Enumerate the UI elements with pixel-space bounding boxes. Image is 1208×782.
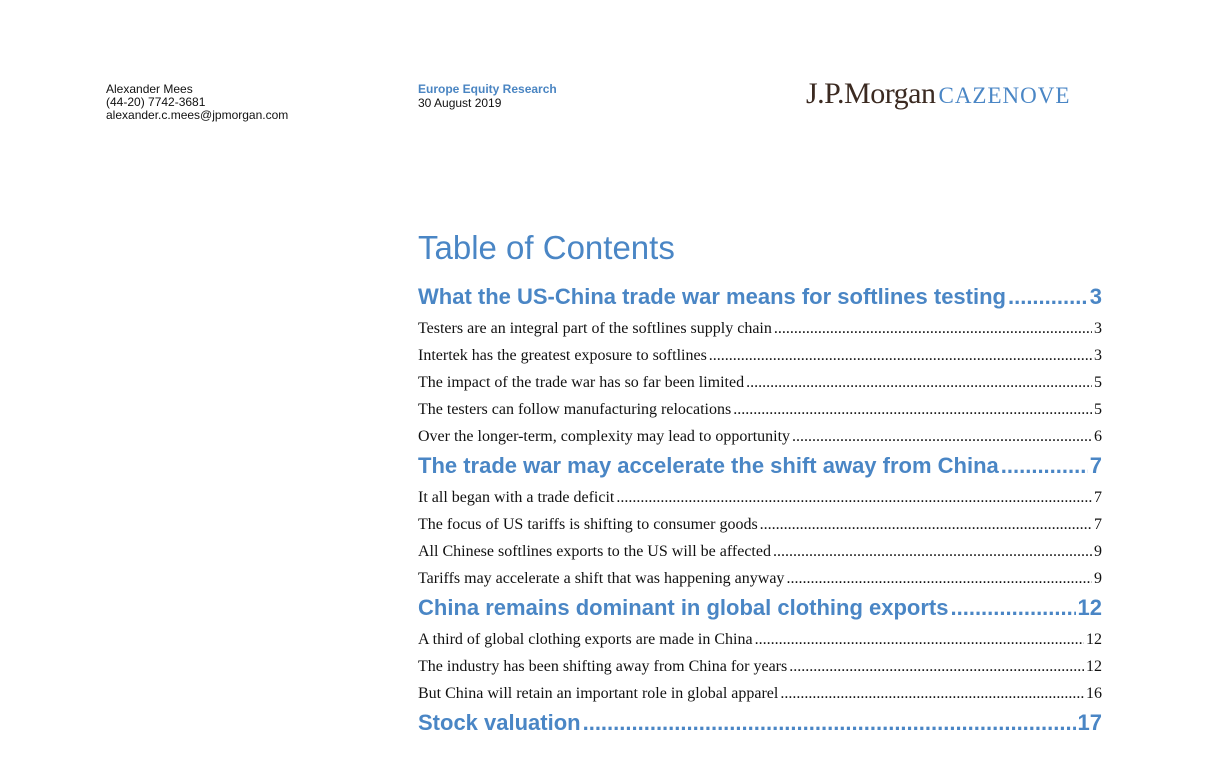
toc-page-number: 17 [1077,710,1102,735]
author-name: Alexander Mees [106,82,193,96]
toc-subsection-entry[interactable] [418,511,1102,538]
report-date: 30 August 2019 [418,96,502,110]
toc-page-number: 9 [1094,570,1102,587]
toc-subsection-title: The impact of the trade war has so far been limited [418,374,745,391]
toc-subsection-title: Tariffs may accelerate a shift that was happening anyway [418,570,785,587]
toc-subsection-title: The industry has been shifting away from China for years [418,658,788,675]
author-phone: (44-20) 7742-3681 [106,95,206,109]
toc-page-number: 3 [1094,320,1102,337]
toc-subsection-entry[interactable] [418,484,1102,511]
toc-subsection-entry[interactable] [418,538,1102,565]
toc-subsection-entry[interactable] [418,565,1102,592]
toc-page-number: 16 [1086,685,1102,702]
toc-page-number: 3 [1094,347,1102,364]
dot-leader [733,396,1092,423]
dot-leader [789,653,1084,680]
dot-leader [746,369,1092,396]
toc-subsection-title: The testers can follow manufacturing relocations [418,401,732,418]
dot-leader [786,565,1092,592]
dot-leader [792,423,1092,450]
toc-page-number: 6 [1094,428,1102,445]
toc-section-entry[interactable] [418,451,1102,481]
table-of-contents [418,228,1102,738]
toc-page-number: 12 [1086,631,1102,648]
toc-subsection-title: A third of global clothing exports are made in China [418,631,753,648]
dot-leader [1008,282,1088,312]
toc-subsection-entry[interactable] [418,396,1102,423]
jpmorgan-cazenove-logo [806,77,1070,111]
dot-leader [583,708,1076,738]
author-block [106,83,288,122]
toc-subsection-entry[interactable] [418,369,1102,396]
toc-subsection-title: Intertek has the greatest exposure to softlines [418,347,707,364]
logo-secondary: CAZENOVE [938,83,1071,108]
toc-subsection-title: All Chinese softlines exports to the US will be affected [418,543,771,560]
toc-subsection-entry[interactable] [418,315,1102,342]
dot-leader [780,680,1084,707]
author-email[interactable]: alexander.c.mees@jpmorgan.com [106,108,289,122]
toc-section-title: Stock valuation [418,710,581,735]
toc-subsection-entry[interactable] [418,626,1102,653]
logo-primary: J.P.Morgan [806,77,936,110]
toc-title: Table of Contents [418,229,675,266]
dot-leader [951,593,1076,623]
dot-leader [616,484,1092,511]
toc-section-entry[interactable] [418,593,1102,623]
dot-leader [1001,451,1088,481]
dot-leader [760,511,1092,538]
toc-page-number: 5 [1094,401,1102,418]
toc-page-number: 7 [1094,489,1102,506]
toc-page-number: 7 [1094,516,1102,533]
toc-subsection-entry[interactable] [418,342,1102,369]
toc-section-title: What the US-China trade war means for softlines testing [418,284,1006,309]
toc-page-number: 5 [1094,374,1102,391]
toc-subsection-title: Testers are an integral part of the softlines supply chain [418,320,772,337]
dot-leader [755,626,1084,653]
toc-subsection-entry[interactable] [418,653,1102,680]
toc-subsection-title: The focus of US tariffs is shifting to consumer goods [418,516,758,533]
toc-subsection-entry[interactable] [418,680,1102,707]
toc-page-number: 12 [1086,658,1102,675]
toc-section-title: The trade war may accelerate the shift away from China [418,453,999,478]
toc-page-number: 12 [1077,595,1102,620]
toc-subsection-entry[interactable] [418,423,1102,450]
dot-leader [709,342,1092,369]
toc-subsection-title: It all began with a trade deficit [418,489,615,506]
toc-section-title: China remains dominant in global clothing exports [418,595,949,620]
toc-page-number: 3 [1089,284,1102,309]
toc-section-entry[interactable] [418,708,1102,738]
research-unit: Europe Equity Research [418,82,557,96]
research-block [418,82,557,110]
toc-subsection-title: Over the longer-term, complexity may lead to opportunity [418,428,791,445]
dot-leader [774,315,1092,342]
toc-section-entry[interactable] [418,282,1102,312]
toc-page-number: 9 [1094,543,1102,560]
dot-leader [773,538,1092,565]
toc-subsection-title: But China will retain an important role in global apparel [418,685,779,702]
toc-page-number: 7 [1089,453,1102,478]
